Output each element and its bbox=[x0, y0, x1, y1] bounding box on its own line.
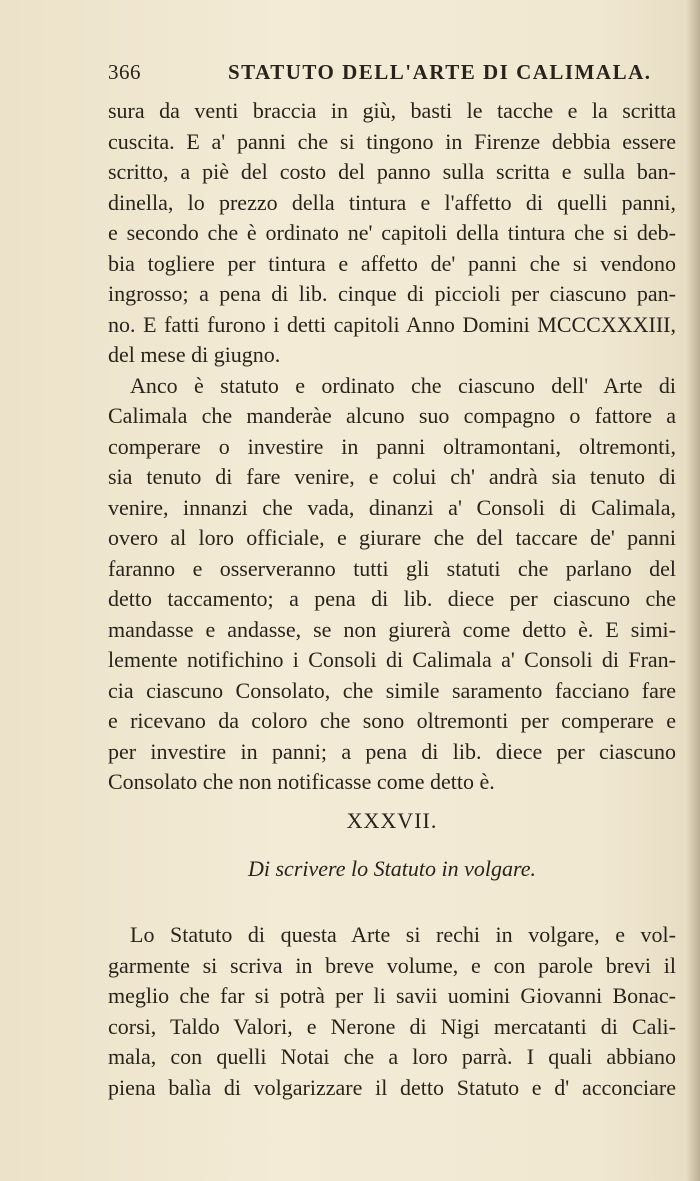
text-line: detto taccamento; a pena di lib. diece per ciascuno che bbox=[108, 586, 676, 611]
running-title: STATUTO DELL'ARTE DI CALIMALA. bbox=[228, 60, 652, 84]
text-line: Anco è statuto e ordinato che ciascuno dell' Arte di bbox=[130, 372, 676, 398]
text-line: e ricevano da coloro che sono oltremonti per comperare e bbox=[108, 708, 676, 733]
text-line: Calimala che manderàe alcuno suo compagno o fattore a bbox=[108, 403, 676, 428]
text-line: corsi, Taldo Valori, e Nerone di Nigi mercatanti di Cali- bbox=[108, 1013, 676, 1039]
text-line: per investire in panni; a pena di lib. diece per ciascuno bbox=[108, 738, 676, 764]
page-number: 366 bbox=[108, 60, 141, 84]
text-block-second bbox=[108, 920, 676, 1103]
text-block-first bbox=[108, 96, 676, 798]
text-line: no. E fatti furono i detti capitoli Anno Domini MCCCXXXIII, bbox=[108, 311, 676, 337]
page-header bbox=[108, 56, 676, 90]
text-line: del mese di giugno. bbox=[108, 342, 281, 367]
text-line: bia togliere per tintura e affetto de' panni che si vendono bbox=[108, 250, 676, 276]
text-line: mala, con quelli Notai che a loro parrà. I quali abbiano bbox=[108, 1044, 676, 1069]
page-edge-shadow bbox=[686, 0, 700, 1181]
text-line: garmente si scriva in breve volume, e con parole brevi il bbox=[108, 952, 676, 978]
chapter-number: XXXVII. bbox=[346, 808, 438, 833]
text-line: ingrosso; a pena di lib. cinque di piccioli per ciascuno pan- bbox=[108, 281, 676, 306]
text-line: dinella, lo prezzo della tintura e l'affetto di quelli panni, bbox=[108, 189, 676, 215]
text-line: meglio che far si potrà per li savii uomini Giovanni Bonac- bbox=[108, 983, 676, 1008]
text-line: Consolato che non notificasse come detto è. bbox=[108, 769, 495, 794]
text-line: sura da venti braccia in giù, basti le tacche e la scritta bbox=[108, 98, 676, 123]
text-line: scritto, a piè del costo del panno sulla scritta e sulla ban- bbox=[108, 159, 676, 184]
text-line: venire, innanzi che vada, dinanzi a' Consoli di Calimala, bbox=[108, 494, 676, 520]
text-line: sia tenuto di fare venire, e colui ch' andrà sia tenuto di bbox=[108, 464, 676, 489]
text-line: Lo Statuto di questa Arte si rechi in volgare, e vol- bbox=[130, 922, 676, 947]
text-line: lemente notifichino i Consoli di Calimala a' Consoli di Fran- bbox=[108, 647, 676, 672]
chapter-title: Di scrivere lo Statuto in volgare. bbox=[248, 856, 536, 881]
text-line: comperare o investire in panni oltramontani, oltremonti, bbox=[108, 433, 676, 459]
text-line: faranno e osserveranno tutti gli statuti che parlano del bbox=[108, 555, 676, 581]
text-line: cuscita. E a' panni che si tingono in Firenze debbia essere bbox=[108, 128, 676, 154]
text-line: mandasse e andasse, se non giurerà come detto è. E simi- bbox=[108, 616, 676, 642]
text-line: overo al loro officiale, e giurare che del taccare de' panni bbox=[108, 525, 676, 550]
text-line: piena balìa di volgarizzare il detto Statuto e d' acconciare bbox=[108, 1074, 676, 1100]
text-line: e secondo che è ordinato ne' capitoli della tintura che si deb- bbox=[108, 220, 676, 245]
text-line: cia ciascuno Consolato, che simile saramento facciano fare bbox=[108, 677, 676, 703]
